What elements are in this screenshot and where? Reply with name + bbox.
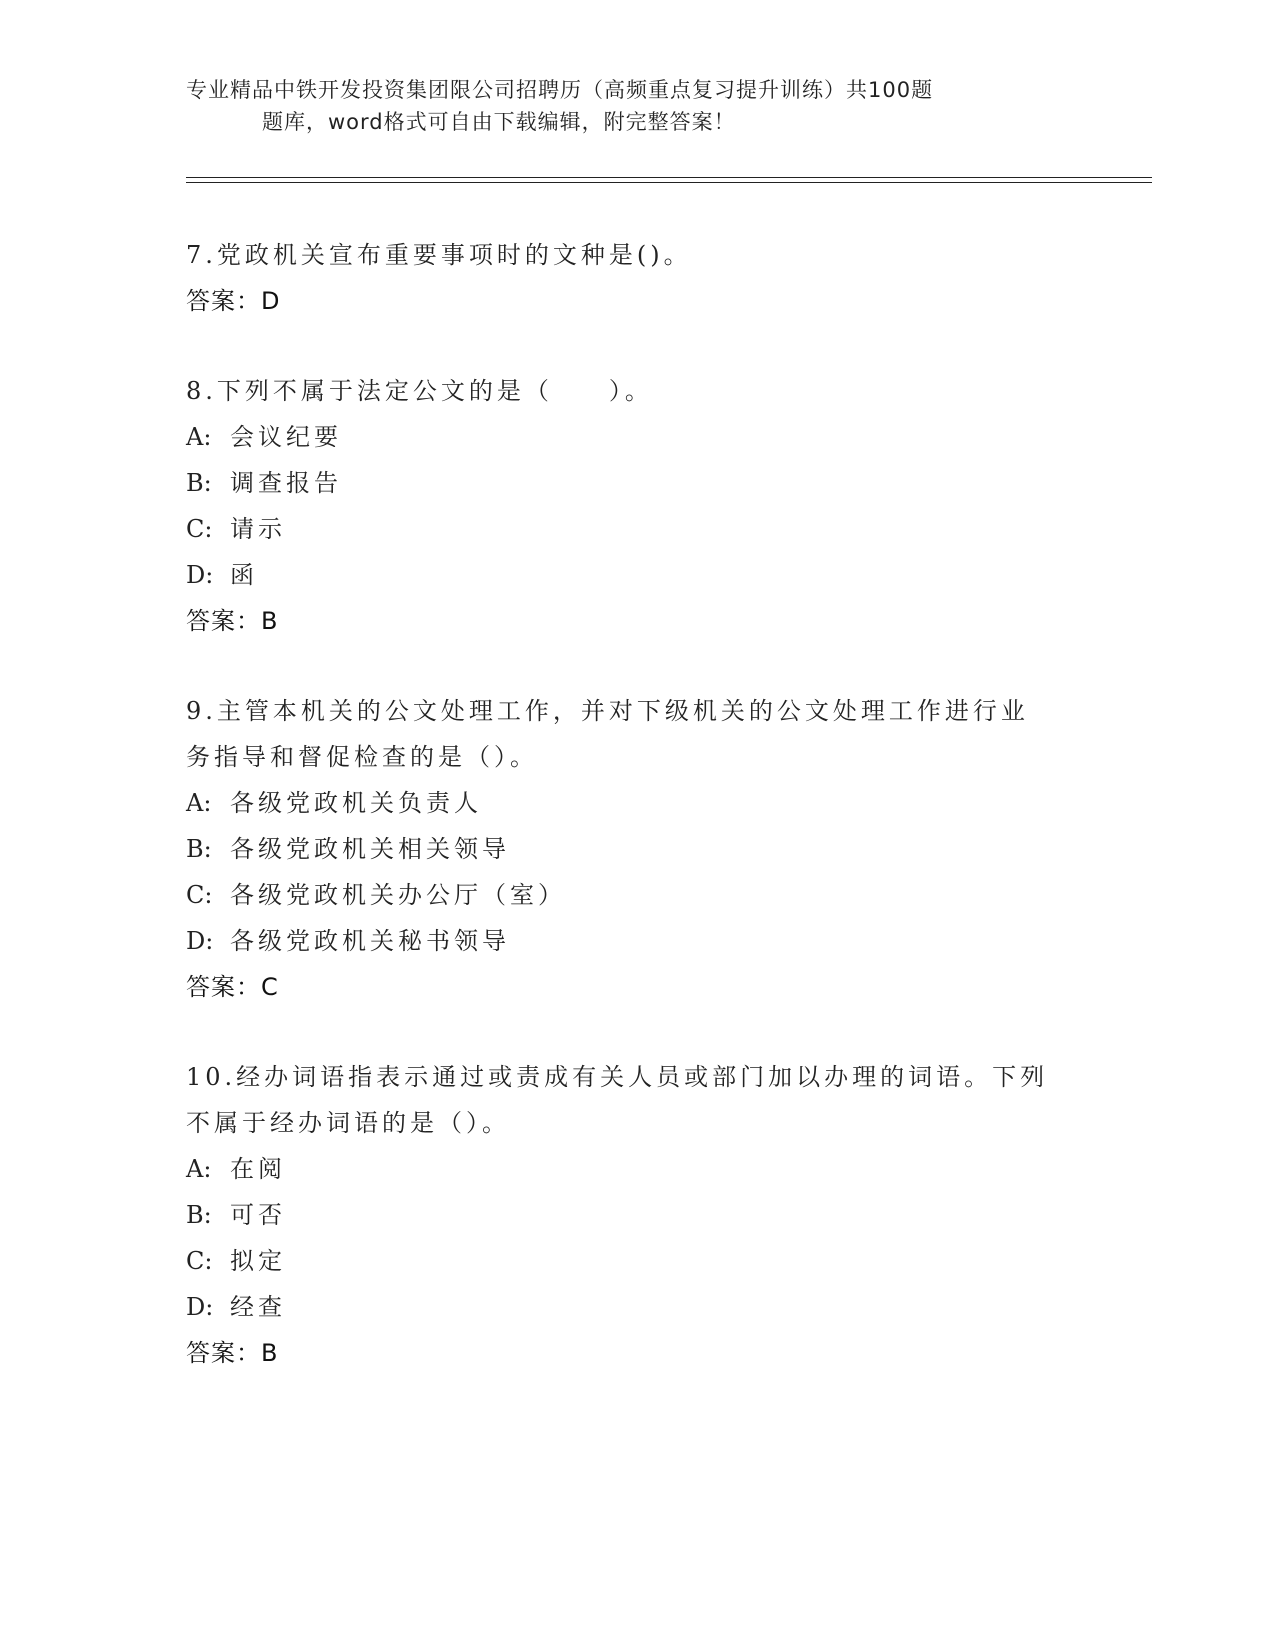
option-text: 拟定 <box>230 1247 286 1275</box>
option-key: A: <box>186 789 212 817</box>
question-text-line-2: 务指导和督促检查的是（）。 <box>186 743 538 771</box>
question-text-line-2: 不属于经办词语的是（）。 <box>186 1109 510 1137</box>
option-key: D: <box>186 927 214 955</box>
header-line-1: 专业精品中铁开发投资集团限公司招聘历（高频重点复习提升训练）共100题 <box>186 78 934 102</box>
question-7 <box>186 232 1086 324</box>
header-divider-bottom <box>186 182 1152 183</box>
question-text-line-1: 9.主管本机关的公文处理工作，并对下级机关的公文处理工作进行业 <box>186 697 1029 725</box>
option-key: D: <box>186 561 214 589</box>
option-d <box>186 918 1086 964</box>
option-text: 可否 <box>230 1201 286 1229</box>
answer-line: 答案：C <box>186 973 279 1001</box>
option-key: A: <box>186 1155 212 1183</box>
option-text: 经查 <box>230 1293 286 1321</box>
option-text: 各级党政机关办公厅（室） <box>230 881 566 909</box>
question-8 <box>186 368 1086 644</box>
option-b <box>186 1192 1086 1238</box>
option-d <box>186 552 1086 598</box>
option-text: 调查报告 <box>230 469 342 497</box>
header-line-2: 题库，word格式可自由下载编辑，附完整答案！ <box>262 110 736 134</box>
option-text: 会议纪要 <box>230 423 342 451</box>
option-key: B: <box>186 1201 212 1229</box>
option-key: B: <box>186 835 212 863</box>
option-key: C: <box>186 881 213 909</box>
option-a <box>186 780 1086 826</box>
option-text: 请示 <box>230 515 286 543</box>
option-c <box>186 872 1086 918</box>
spacer <box>186 644 1086 688</box>
question-list <box>186 232 1086 1376</box>
spacer <box>186 1010 1086 1054</box>
option-text: 各级党政机关秘书领导 <box>230 927 510 955</box>
question-text-line-1: 10.经办词语指表示通过或责成有关人员或部门加以办理的词语。下列 <box>186 1063 1049 1091</box>
header-divider-top <box>186 177 1152 178</box>
question-text: 8.下列不属于法定公文的是（ ）。 <box>186 377 653 405</box>
option-c <box>186 506 1086 552</box>
option-b <box>186 460 1086 506</box>
answer-line: 答案：D <box>186 287 281 315</box>
option-text: 各级党政机关相关领导 <box>230 835 510 863</box>
option-key: A: <box>186 423 212 451</box>
option-c <box>186 1238 1086 1284</box>
option-a <box>186 1146 1086 1192</box>
option-b <box>186 826 1086 872</box>
option-text: 在阅 <box>230 1155 286 1183</box>
option-key: C: <box>186 515 213 543</box>
option-text: 各级党政机关负责人 <box>230 789 482 817</box>
document-header <box>186 74 1086 138</box>
answer-line: 答案：B <box>186 1339 279 1367</box>
option-key: C: <box>186 1247 213 1275</box>
option-key: D: <box>186 1293 214 1321</box>
option-key: B: <box>186 469 212 497</box>
question-9 <box>186 688 1086 1010</box>
option-d <box>186 1284 1086 1330</box>
question-10 <box>186 1054 1086 1376</box>
spacer <box>186 324 1086 368</box>
option-text: 函 <box>230 561 258 589</box>
answer-line: 答案：B <box>186 607 279 635</box>
question-text: 7.党政机关宣布重要事项时的文种是()。 <box>186 241 692 269</box>
option-a <box>186 414 1086 460</box>
